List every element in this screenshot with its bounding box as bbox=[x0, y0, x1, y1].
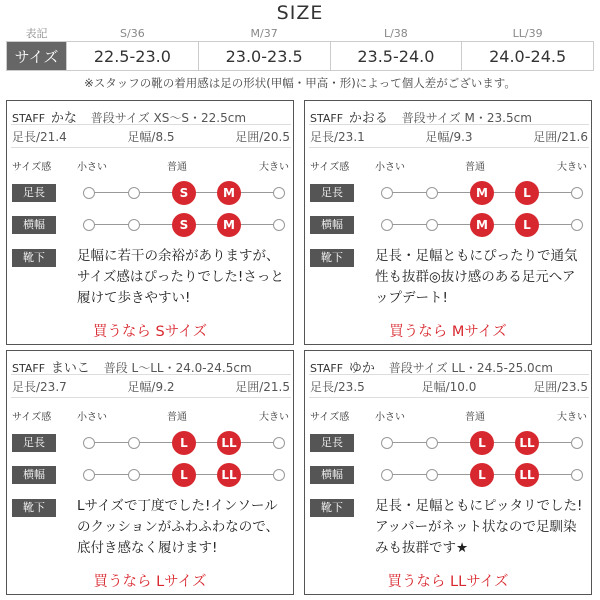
staff-panel bbox=[6, 350, 294, 595]
scale-small-label: 小さい bbox=[77, 162, 107, 173]
size-value-cell: 22.5-23.0 bbox=[67, 42, 199, 71]
scale-large-label: 大きい bbox=[557, 412, 587, 423]
size-header-cell: M/37 bbox=[250, 26, 278, 40]
staff-comment: Lサイズで丁度でした!インソールのクッションがふわふわなので、底付き感なく履けます! bbox=[77, 498, 279, 556]
scale-large-label: 大きい bbox=[557, 162, 587, 173]
scale-header bbox=[12, 158, 292, 173]
scale-dot bbox=[83, 219, 95, 231]
scale-dot bbox=[381, 437, 393, 449]
foot-width: 足幅/8.5 bbox=[127, 130, 175, 144]
scale-dot bbox=[426, 437, 438, 449]
scale-dot bbox=[128, 187, 140, 199]
scale-small-label: 小さい bbox=[375, 162, 405, 173]
staff-comment: 足長・足幅ともにピッタリでした!アッパーがネット状なので足馴染みも抜群です★ bbox=[375, 498, 583, 556]
page-title: SIZE bbox=[276, 2, 324, 24]
staff-label: STAFF bbox=[310, 112, 344, 125]
size-marker: LL bbox=[515, 463, 539, 487]
scale-header bbox=[12, 408, 292, 423]
foot-girth: 足囲/21.6 bbox=[533, 130, 588, 144]
scale-header bbox=[310, 408, 590, 423]
shoes-row-label: 靴下 bbox=[310, 249, 354, 267]
scale-dot bbox=[83, 187, 95, 199]
scale-dot bbox=[273, 469, 285, 481]
foot-girth: 足囲/21.5 bbox=[235, 380, 290, 394]
scale-normal-label: 普通 bbox=[167, 162, 187, 173]
scale-dot bbox=[83, 437, 95, 449]
size-marker: M bbox=[217, 181, 241, 205]
shoes-row-label: 靴下 bbox=[310, 499, 354, 517]
scale-dot bbox=[381, 469, 393, 481]
length-row-label: 足長 bbox=[310, 434, 354, 452]
length-row-label: 足長 bbox=[12, 434, 56, 452]
shoes-row-label: 靴下 bbox=[12, 249, 56, 267]
staff-panel bbox=[6, 100, 294, 345]
fit-label: サイズ感 bbox=[12, 412, 52, 423]
scale-dot bbox=[381, 219, 393, 231]
recommended-size: 買うなら LLサイズ bbox=[387, 574, 509, 590]
length-scale bbox=[387, 181, 577, 205]
divider bbox=[309, 397, 589, 398]
size-header-cell: S/36 bbox=[120, 26, 145, 40]
width-scale bbox=[387, 463, 577, 487]
staff-usual-size: 普段サイズ LL・24.5-25.0cm bbox=[388, 361, 553, 375]
size-marker: L bbox=[515, 213, 539, 237]
recommended-size: 買うなら Sサイズ bbox=[92, 324, 208, 340]
width-scale bbox=[89, 213, 279, 237]
staff-usual-size: 普段 L〜LL・24.0-24.5cm bbox=[103, 361, 252, 375]
size-row-label: サイズ bbox=[7, 42, 67, 71]
fit-label: サイズ感 bbox=[310, 412, 350, 423]
staff-name: かおる bbox=[348, 111, 388, 126]
size-marker: M bbox=[470, 213, 494, 237]
fit-label: サイズ感 bbox=[12, 162, 52, 173]
scale-small-label: 小さい bbox=[77, 412, 107, 423]
length-row-label: 足長 bbox=[310, 184, 354, 202]
scale-dot bbox=[571, 437, 583, 449]
size-marker: L bbox=[470, 431, 494, 455]
width-row-label: 横幅 bbox=[12, 216, 56, 234]
foot-width: 足幅/9.3 bbox=[425, 130, 473, 144]
staff-measurements bbox=[310, 128, 588, 145]
length-scale bbox=[387, 431, 577, 455]
staff-label: STAFF bbox=[12, 112, 46, 125]
divider bbox=[309, 147, 589, 148]
divider bbox=[11, 397, 291, 398]
scale-dot bbox=[83, 469, 95, 481]
scale-dot bbox=[273, 437, 285, 449]
foot-length: 足長/23.1 bbox=[310, 130, 365, 144]
scale-dot bbox=[571, 219, 583, 231]
size-marker: M bbox=[217, 213, 241, 237]
length-scale bbox=[89, 181, 279, 205]
staff-usual-size: 普段サイズ M・23.5cm bbox=[401, 111, 532, 125]
divider bbox=[11, 374, 291, 375]
staff-name: まいこ bbox=[50, 361, 90, 376]
size-marker: LL bbox=[515, 431, 539, 455]
size-marker: S bbox=[172, 181, 196, 205]
size-table-header bbox=[7, 25, 594, 42]
size-value-cell: 23.5-24.0 bbox=[330, 42, 462, 71]
foot-width: 足幅/9.2 bbox=[127, 380, 175, 394]
staff-name: かな bbox=[50, 111, 77, 126]
staff-comment: 足長・足幅ともにぴったりで通気性も抜群◎抜け感のある足元へアップデート! bbox=[375, 248, 578, 306]
scale-normal-label: 普通 bbox=[465, 162, 485, 173]
staff-panel bbox=[304, 350, 592, 595]
size-header-cell: L/38 bbox=[383, 26, 408, 40]
staff-comment: 足幅に若干の余裕がありますが、サイズ感はぴったりでした!さっと履けて歩きやすい! bbox=[77, 248, 284, 306]
foot-girth: 足囲/23.5 bbox=[533, 380, 588, 394]
scale-dot bbox=[571, 187, 583, 199]
width-scale bbox=[89, 463, 279, 487]
foot-girth: 足囲/20.5 bbox=[235, 130, 290, 144]
width-row-label: 横幅 bbox=[310, 216, 354, 234]
size-table bbox=[6, 25, 594, 71]
scale-dot bbox=[273, 219, 285, 231]
scale-dot bbox=[571, 469, 583, 481]
size-marker: LL bbox=[217, 431, 241, 455]
scale-dot bbox=[128, 469, 140, 481]
size-marker: LL bbox=[217, 463, 241, 487]
staff-usual-size: 普段サイズ XS〜S・22.5cm bbox=[90, 111, 247, 125]
staff-name: ゆか bbox=[348, 361, 375, 376]
width-row-label: 横幅 bbox=[12, 466, 56, 484]
size-marker: S bbox=[172, 213, 196, 237]
fit-label: サイズ感 bbox=[310, 162, 350, 173]
recommended-size: 買うなら Mサイズ bbox=[389, 324, 507, 340]
foot-length: 足長/23.5 bbox=[310, 380, 365, 394]
size-value-cell: 24.0-24.5 bbox=[462, 42, 594, 71]
fit-note: ※スタッフの靴の着用感は足の形状(甲幅・甲高・形)によって個人差がございます。 bbox=[84, 76, 516, 90]
foot-length: 足長/23.7 bbox=[12, 380, 67, 394]
staff-measurements bbox=[12, 378, 290, 395]
size-marker: L bbox=[172, 431, 196, 455]
scale-dot bbox=[128, 219, 140, 231]
staff-measurements bbox=[310, 378, 588, 395]
scale-dot bbox=[426, 219, 438, 231]
size-value-cell: 23.0-23.5 bbox=[198, 42, 330, 71]
scale-dot bbox=[426, 469, 438, 481]
width-scale bbox=[387, 213, 577, 237]
scale-small-label: 小さい bbox=[375, 412, 405, 423]
shoes-row-label: 靴下 bbox=[12, 499, 56, 517]
staff-label: STAFF bbox=[12, 362, 46, 375]
staff-label: STAFF bbox=[310, 362, 344, 375]
scale-large-label: 大きい bbox=[259, 412, 289, 423]
foot-width: 足幅/10.0 bbox=[421, 380, 477, 394]
divider bbox=[11, 147, 291, 148]
staff-measurements bbox=[12, 128, 290, 145]
size-marker: L bbox=[172, 463, 196, 487]
scale-dot bbox=[381, 187, 393, 199]
width-row-label: 横幅 bbox=[310, 466, 354, 484]
divider bbox=[309, 374, 589, 375]
scale-header bbox=[310, 158, 590, 173]
staff-panel bbox=[304, 100, 592, 345]
scale-dot bbox=[273, 187, 285, 199]
size-table-row bbox=[7, 42, 594, 71]
size-marker: L bbox=[470, 463, 494, 487]
length-scale bbox=[89, 431, 279, 455]
size-header-cell: LL/39 bbox=[512, 26, 543, 40]
scale-dot bbox=[128, 437, 140, 449]
size-marker: L bbox=[515, 181, 539, 205]
size-marker: M bbox=[470, 181, 494, 205]
scale-normal-label: 普通 bbox=[167, 412, 187, 423]
divider bbox=[11, 124, 291, 125]
divider bbox=[309, 124, 589, 125]
foot-length: 足長/21.4 bbox=[12, 130, 67, 144]
scale-normal-label: 普通 bbox=[465, 412, 485, 423]
size-header-cell: 表記 bbox=[25, 27, 48, 40]
recommended-size: 買うなら Lサイズ bbox=[93, 574, 207, 590]
length-row-label: 足長 bbox=[12, 184, 56, 202]
scale-large-label: 大きい bbox=[259, 162, 289, 173]
scale-dot bbox=[426, 187, 438, 199]
